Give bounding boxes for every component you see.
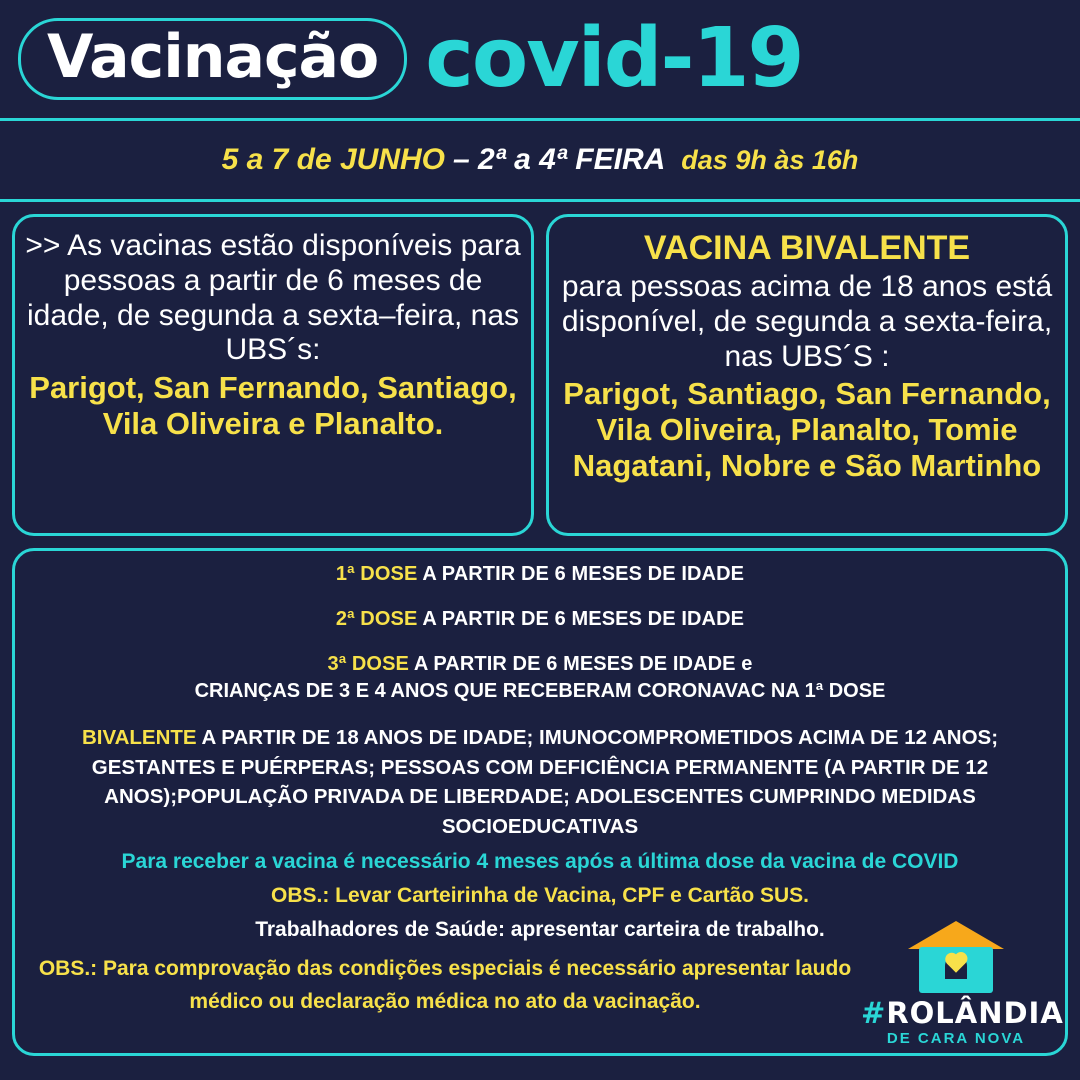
dose-2-label: 2ª DOSE — [335, 608, 418, 630]
dose-3-subtext: CRIANÇAS DE 3 E 4 ANOS QUE RECEBERAM CORONAVAC NA 1ª DOSE — [194, 680, 886, 702]
dose-3-text: A PARTIR DE 6 MESES DE IDADE e — [413, 653, 753, 675]
city-logo — [861, 921, 1064, 1047]
info-cards — [0, 202, 1080, 536]
note-special-conditions: OBS.: Para comprovação das condições especiais é necessário apresentar laudo médico ou declaração médica no ato da vacinação. — [38, 956, 852, 1014]
band-dates: 5 a 7 de JUNHO — [221, 143, 445, 176]
title-vacinacao: Vacinação — [47, 22, 379, 92]
band-weekdays: – 2ª a 4ª FEIRA — [453, 143, 666, 176]
date-band — [0, 118, 1080, 202]
title-covid19: covid-19 — [425, 11, 803, 106]
card-general-ubs-list: Parigot, San Fernando, Santiago, Vila Oliveira e Planalto. — [29, 370, 517, 442]
note-documents: OBS.: Levar Carteirinha de Vacina, CPF e Cartão SUS. — [270, 883, 809, 907]
house-icon — [908, 921, 1004, 995]
dose-3-label: 3ª DOSE — [327, 653, 409, 675]
bivalent-eligibility-text: A PARTIR DE 18 ANOS DE IDADE; IMUNOCOMPROMETIDOS ACIMA DE 12 ANOS; GESTANTES E PUÉRPERAS; PESSOAS COM DEFICIÊNCIA PERMANENTE (A PARTIR DE 12 ANOS);POPULAÇÃO PRIVADA DE LIBERDADE; ADOLESCENTES CUMPRINDO MEDIDAS SOCIOEDUCATIVAS — [91, 726, 999, 839]
card-bivalent-intro: para pessoas acima de 18 anos está disponível, de segunda a sexta-feira, nas UBS´S : — [561, 270, 1053, 373]
poster-header — [0, 0, 1080, 118]
card-general-vaccines — [12, 214, 534, 536]
logo-city-name: ROLÂNDIA — [886, 996, 1064, 1030]
note-health-workers: Trabalhadores de Saúde: apresentar carteira de trabalho. — [255, 917, 825, 941]
bivalent-label: BIVALENTE — [81, 726, 197, 749]
logo-wordmark — [861, 996, 1064, 1030]
card-bivalent-vaccine — [546, 214, 1068, 536]
card-bivalent-title: VACINA BIVALENTE — [643, 229, 971, 267]
dose-details-box — [12, 548, 1068, 1056]
dose-1-line — [29, 563, 1051, 586]
dose-2-text: A PARTIR DE 6 MESES DE IDADE — [422, 608, 745, 630]
dose-1-label: 1ª DOSE — [335, 563, 418, 585]
dose-1-text: A PARTIR DE 6 MESES DE IDADE — [422, 563, 745, 585]
house-roof-shape — [908, 921, 1004, 949]
card-bivalent-ubs-list: Parigot, Santiago, San Fernando, Vila Oliveira, Planalto, Tomie Nagatani, Nobre e São Martinho — [563, 376, 1051, 484]
card-general-intro: >> As vacinas estão disponíveis para pessoas a partir de 6 meses de idade, de segunda a sexta–feira, nas UBS´s: — [25, 229, 521, 367]
title-pill — [18, 18, 407, 100]
bivalent-eligibility — [29, 723, 1051, 842]
dose-2-line — [29, 608, 1051, 631]
band-hours: das 9h às 16h — [681, 144, 859, 175]
dose-3-line — [29, 653, 1051, 676]
hashtag-icon: # — [861, 996, 887, 1030]
note-interval: Para receber a vacina é necessário 4 meses após a última dose da vacina de COVID — [121, 849, 959, 873]
logo-tagline: DE CARA NOVA — [886, 1030, 1026, 1047]
